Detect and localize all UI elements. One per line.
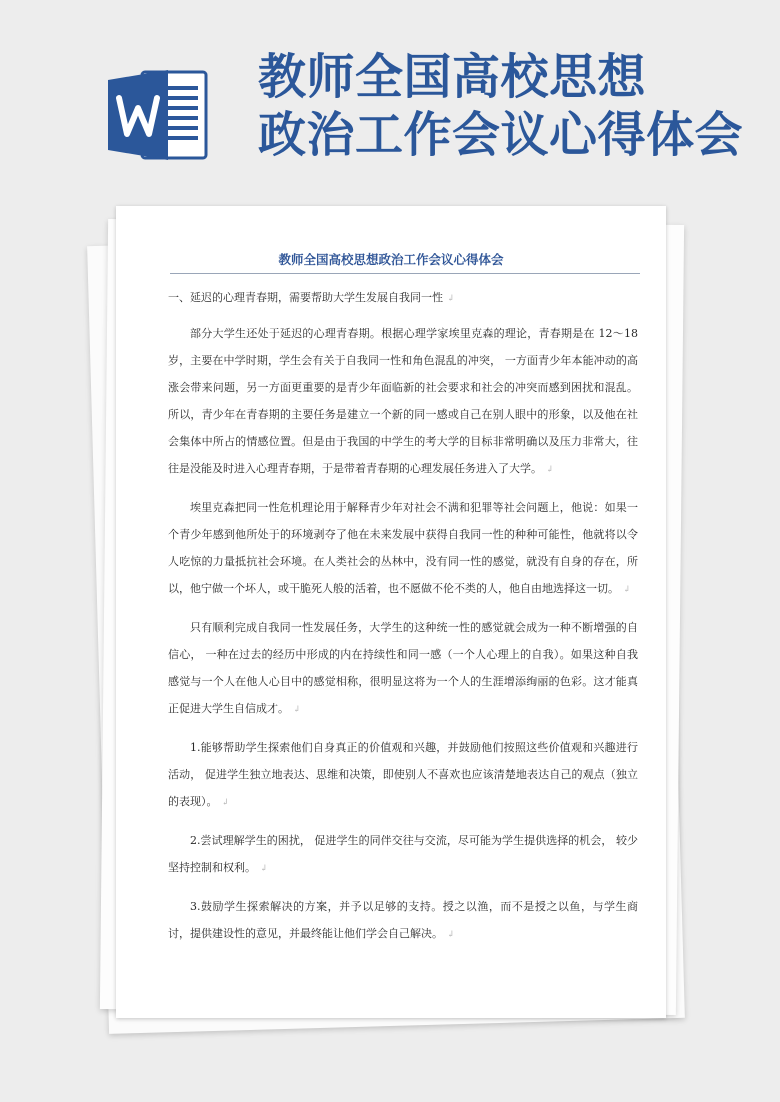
paragraph-1 [168, 320, 638, 484]
paragraph-mark: ↲ [447, 930, 455, 940]
paragraph-mark: ↲ [260, 864, 268, 874]
section-heading [168, 284, 638, 313]
banner-title-line-2: 政治工作会议心得体会 [258, 107, 744, 163]
title-divider [170, 273, 640, 274]
paragraph-text: 部分大学生还处于延迟的心理青春期。根据心理学家埃里克森的理论，青春期是在 12～18 岁，主要在中学时期，学生会有关于自我同一性和角色混乱的冲突， 一方面青少年本能冲动的高涨会带来问题，另一方面更重要的是青少年面临新的社会要求和社会的冲突而感到困扰和混乱。所以，青少年在青春期的主要任务是建立一个新的同一感或自己在别人眼中的形象，以及他在社会集体中所占的情感位置。但是由于我国的中学生的考大学的目标非常明确以及压力非常大，往往是没能及时进入心理青春期，于是带着青春期的心理发展任务进入了大学。 [168, 327, 638, 475]
paragraph-mark: ↲ [546, 465, 554, 475]
paragraph-mark: ↲ [623, 585, 631, 595]
word-document-icon [108, 68, 210, 162]
list-item-3 [168, 893, 638, 949]
paragraph-3 [168, 614, 638, 724]
paragraph-mark: ↲ [293, 705, 301, 715]
list-item-2 [168, 827, 638, 883]
paragraph-text: 3.鼓励学生探索解决的方案，并予以足够的支持。授之以渔，而不是授之以鱼，与学生商讨，提供建设性的意见，并最终能让他们学会自己解决。 [168, 900, 638, 940]
paragraph-mark: ↲ [221, 798, 230, 808]
banner-title [258, 48, 778, 164]
paragraph-text: 1.能够帮助学生探索他们自身真正的价值观和兴趣，并鼓励他们按照这些价值观和兴趣进行活动， 促进学生独立地表达、思维和决策，即使别人不喜欢也应该清楚地表达自己的观点（独立的表现）。 [168, 741, 638, 808]
banner-title-line-1: 教师全国高校思想 [258, 49, 647, 105]
paragraph-text: 只有顺利完成自我同一性发展任务，大学生的这种统一性的感觉就会成为一种不断增强的自信心， 一种在过去的经历中形成的内在持续性和同一感（一个人心理上的自我）。如果这种自我感觉与一个人在他人心目中的感觉相称，很明显这将为一个人的生涯增添绚丽的色彩。这才能真正促进大学生自信成才。 [168, 621, 638, 715]
section-heading-text: 一、延迟的心理青春期，需要帮助大学生发展自我同一性 [168, 291, 443, 304]
paragraph-text: 埃里克森把同一性危机理论用于解释青少年对社会不满和犯罪等社会问题上，他说：如果一个青少年感到他所处于的环境剥夺了他在未来发展中获得自我同一性的种种可能性，他就将以令人吃惊的力量抵抗社会环境。在人类社会的丛林中，没有同一性的感觉，就没有自身的存在，所以，他宁做一个坏人，或干脆死人般的活着，也不愿做不伦不类的人，他自由地选择这一切。 [168, 501, 638, 595]
paragraph-mark: ↲ [447, 294, 455, 304]
document-title: 教师全国高校思想政治工作会议心得体会 [278, 252, 504, 267]
list-item-1 [168, 734, 638, 817]
document-page [116, 206, 666, 1018]
document-body [168, 284, 638, 959]
paragraph-text: 2.尝试理解学生的困扰， 促进学生的同伴交往与交流，尽可能为学生提供选择的机会， 较少坚持控制和权利。 [168, 834, 638, 874]
paragraph-2 [168, 494, 638, 604]
